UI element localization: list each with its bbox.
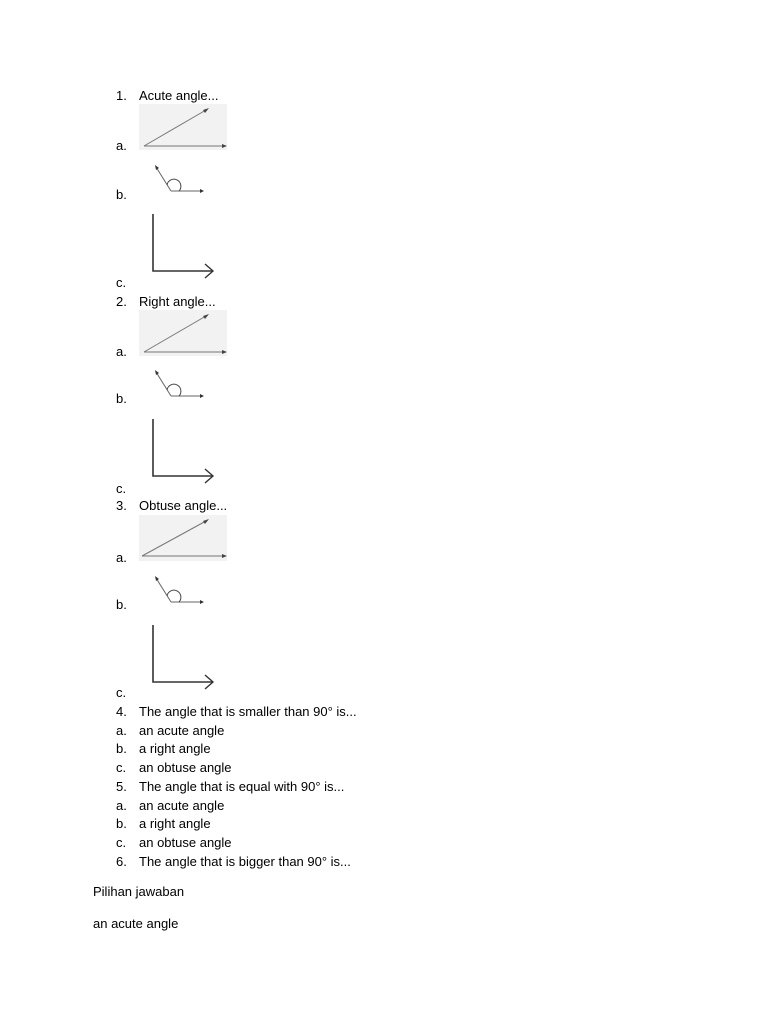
right-angle-image — [146, 415, 220, 485]
option-letter: a. — [116, 344, 127, 359]
option-letter: b. — [116, 597, 127, 612]
acute-angle-image — [139, 310, 227, 356]
question-text: Right angle... — [139, 294, 216, 309]
right-angle-image — [146, 210, 220, 280]
obtuse-angle-image — [150, 161, 210, 197]
option-text: a right angle — [139, 816, 211, 831]
option-letter: c. — [116, 685, 127, 700]
option-text: an acute angle — [139, 798, 225, 813]
option-text: an obtuse angle — [139, 760, 232, 775]
obtuse-angle-image — [150, 366, 210, 402]
option-letter: b. — [116, 187, 127, 202]
question-number: 2. — [116, 294, 127, 309]
option-letter: a. — [116, 798, 127, 813]
question-text: The angle that is equal with 90° is... — [139, 779, 345, 794]
option-letter: c. — [116, 760, 127, 775]
question-number: 6. — [116, 854, 127, 869]
option-text: a right angle — [139, 741, 211, 756]
option-letter: a. — [116, 138, 127, 153]
acute-angle-image — [139, 104, 227, 150]
question-number: 1. — [116, 88, 127, 103]
option-letter: a. — [116, 723, 127, 738]
option-letter: b. — [116, 391, 127, 406]
option-text: an acute angle — [139, 723, 225, 738]
question-number: 5. — [116, 779, 127, 794]
question-text: Acute angle... — [139, 88, 219, 103]
question-text: Obtuse angle... — [139, 498, 228, 513]
question-text: The angle that is smaller than 90° is... — [139, 704, 357, 719]
question-number: 4. — [116, 704, 127, 719]
option-letter: c. — [116, 835, 127, 850]
answer-text: an acute angle — [93, 916, 179, 931]
option-letter: b. — [116, 741, 127, 756]
option-letter: c. — [116, 481, 127, 496]
answer-choices-heading: Pilihan jawaban — [93, 884, 185, 899]
option-letter: a. — [116, 550, 127, 565]
option-letter: c. — [116, 275, 127, 290]
acute-angle-image — [139, 515, 227, 561]
option-text: an obtuse angle — [139, 835, 232, 850]
right-angle-image — [146, 621, 220, 691]
obtuse-angle-image — [150, 572, 210, 608]
option-letter: b. — [116, 816, 127, 831]
question-number: 3. — [116, 498, 127, 513]
question-text: The angle that is bigger than 90° is... — [139, 854, 351, 869]
